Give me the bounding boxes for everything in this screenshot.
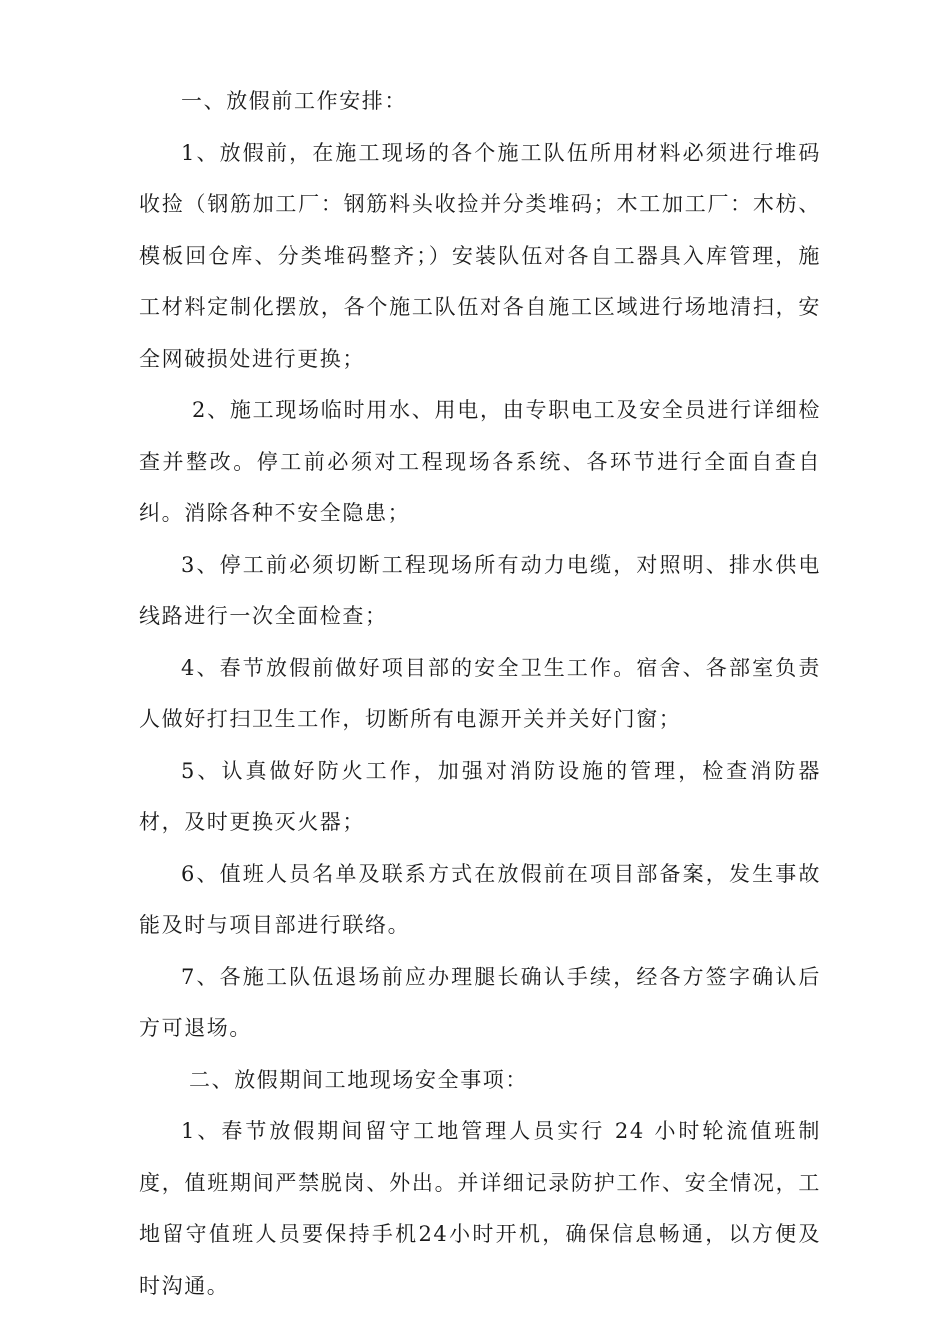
paragraph-pre-holiday-3: 3、停工前必须切断工程现场所有动力电缆，对照明、排水供电线路进行一次全面检查； [139, 552, 821, 628]
paragraph-pre-holiday-2: 2、施工现场临时用水、用电，由专职电工及安全员进行详细检查并整改。停工前必须对工程现场各系统、各环节进行全面自查自纠。消除各种不安全隐患； [139, 398, 821, 525]
section-heading-pre-holiday: 一、放假前工作安排： [181, 89, 407, 113]
paragraph-pre-holiday-1: 1、放假前，在施工现场的各个施工队伍所用材料必须进行堆码收捡（钢筋加工厂：钢筋料头收捡并分类堆码；木工加工厂：木枋、模板回仓库、分类堆码整齐；）安装队伍对各自工器具入库管理，施工材料定制化摆放，各个施工队伍对各自施工区域进行场地清扫，安全网破损处进行更换； [139, 140, 821, 371]
paragraph-pre-holiday-5: 5、认真做好防火工作，加强对消防设施的管理，检查消防器材，及时更换灭火器； [139, 758, 821, 834]
document-body [139, 76, 821, 1312]
paragraph-pre-holiday-6: 6、值班人员名单及联系方式在放假前在项目部备案，发生事故能及时与项目部进行联络。 [139, 861, 821, 937]
section-heading-during-holiday: 二、放假期间工地现场安全事项： [189, 1067, 528, 1092]
paragraph-during-holiday-1: 1、春节放假期间留守工地管理人员实行 24 小时轮流值班制度，值班期间严禁脱岗、外出。并详细记录防护工作、安全情况，工地留守值班人员要保持手机24小时开机，确保信息畅通，以方便及时沟通。 [139, 1119, 821, 1298]
paragraph-pre-holiday-4: 4、春节放假前做好项目部的安全卫生工作。宿舍、各部室负责人做好打扫卫生工作，切断所有电源开关并关好门窗； [139, 655, 821, 731]
paragraph-pre-holiday-7: 7、各施工队伍退场前应办理腿长确认手续，经各方签字确认后方可退场。 [139, 964, 821, 1040]
